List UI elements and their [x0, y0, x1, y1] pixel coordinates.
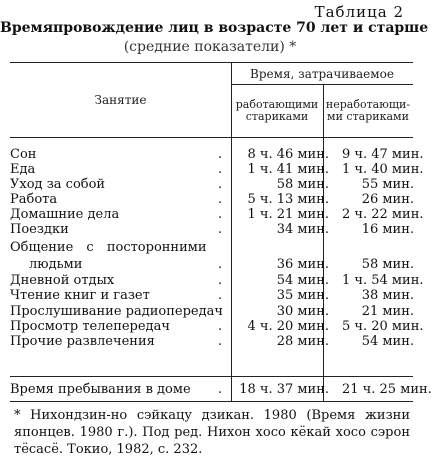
table-row	[10, 319, 424, 334]
row-nonworking-value: 54 мин.	[361, 334, 414, 349]
table-title: Времяпровождение лиц в возрасте 70 лет и старше	[0, 20, 429, 36]
row-activity: Прочие развлечения	[10, 334, 155, 349]
row-dot: .	[218, 222, 223, 237]
row-working-value: 35 мин.	[276, 288, 329, 303]
row-working-value: 54 мин.	[276, 273, 329, 288]
row-dot: .	[218, 288, 223, 303]
row-dot: .	[218, 147, 223, 162]
footnote: * Нихондзин-но сэйкацу дзикан. 1980 (Время жизни японцев. 1980 г.). Под ред. Нихон хосо кёкай хосо сэрон тёсасё. Токио, 1982, с. 232.	[14, 408, 410, 457]
row-nonworking-value: 1 ч. 40 мин.	[342, 162, 424, 177]
table-row-continuation	[10, 257, 413, 272]
header-bottom-rule	[10, 137, 413, 138]
row-working-value: 1 ч. 21 мин.	[247, 207, 329, 222]
total-nonworking-value: 21 ч. 25 мин.	[342, 382, 432, 397]
row-activity: Просмотр телепередач	[10, 319, 170, 334]
row-activity: Работа	[10, 192, 58, 207]
row-nonworking-value: 26 мин.	[361, 192, 414, 207]
total-top-rule	[10, 376, 413, 377]
header-working-line1: работающими	[235, 98, 319, 111]
row-nonworking-value: 2 ч. 22 мин.	[342, 207, 424, 222]
row-activity: Поездки	[10, 222, 69, 237]
row-activity: Дневной отдых	[10, 273, 115, 288]
row-activity-continuation: людьми	[29, 257, 83, 272]
row-nonworking-value: 1 ч. 54 мин.	[342, 273, 424, 288]
row-dot: .	[218, 162, 223, 177]
row-working-value: 58 мин.	[276, 177, 329, 192]
table-row	[10, 147, 424, 162]
row-working-value: 5 ч. 13 мин.	[247, 192, 329, 207]
table-row	[10, 222, 413, 237]
table-row	[10, 177, 413, 192]
row-activity: Прослушивание радиопередач	[10, 304, 223, 319]
header-nonworking-line2: ми стариками	[327, 110, 409, 123]
row-nonworking-value: 58 мин.	[361, 257, 414, 272]
table-subtitle: (средние показатели) *	[123, 39, 297, 55]
row-nonworking-value: 38 мин.	[361, 288, 414, 303]
row-dot: .	[218, 334, 223, 349]
table-bottom-rule	[10, 401, 413, 402]
table-top-rule	[10, 62, 413, 63]
header-time-spent: Время, затрачиваемое	[250, 67, 394, 81]
table-row	[10, 288, 413, 303]
row-dot: .	[218, 273, 223, 288]
row-activity: Домашние дела	[10, 207, 120, 222]
row-working-value: 4 ч. 20 мин.	[247, 319, 329, 334]
total-activity: Время пребывания в доме	[10, 382, 191, 397]
row-nonworking-value: 9 ч. 47 мин.	[342, 147, 424, 162]
time-header-rule	[231, 84, 413, 85]
row-working-value: 28 мин.	[276, 334, 329, 349]
header-nonworking-line1: неработающи-	[325, 98, 411, 111]
row-nonworking-value: 16 мин.	[361, 222, 414, 237]
row-nonworking-value: 55 мин.	[361, 177, 414, 192]
row-dot: .	[218, 177, 223, 192]
row-dot: .	[218, 207, 223, 222]
row-working-value: 30 мин.	[276, 304, 329, 319]
row-working-value: 34 мин.	[276, 222, 329, 237]
table-row	[10, 304, 413, 319]
table-row	[10, 207, 424, 222]
row-activity: Еда	[10, 162, 36, 177]
row-nonworking-value: 21 мин.	[361, 304, 414, 319]
table-row	[10, 273, 424, 288]
row-activity: Общение с посторонними	[10, 240, 207, 255]
table-row	[10, 192, 413, 207]
row-activity: Чтение книг и газет	[10, 288, 150, 303]
row-nonworking-value: 5 ч. 20 мин.	[342, 319, 424, 334]
row-dot: .	[218, 319, 223, 334]
total-row	[10, 382, 432, 397]
row-activity: Сон	[10, 147, 37, 162]
row-activity: Уход за собой	[10, 177, 106, 192]
row-dot: .	[218, 257, 223, 272]
row-dot: .	[218, 382, 223, 397]
header-working-line2: стариками	[245, 110, 309, 123]
table-number-label: Таблица 2	[314, 3, 404, 21]
header-activity: Занятие	[94, 93, 147, 107]
total-working-value: 18 ч. 37 мин.	[239, 382, 329, 397]
row-dot: .	[218, 192, 223, 207]
table-row	[10, 162, 424, 177]
row-working-value: 36 мин.	[276, 257, 329, 272]
table-row	[10, 240, 413, 255]
row-working-value: 8 ч. 46 мин.	[247, 147, 329, 162]
row-working-value: 1 ч. 41 мин.	[247, 162, 329, 177]
table-row	[10, 334, 413, 349]
